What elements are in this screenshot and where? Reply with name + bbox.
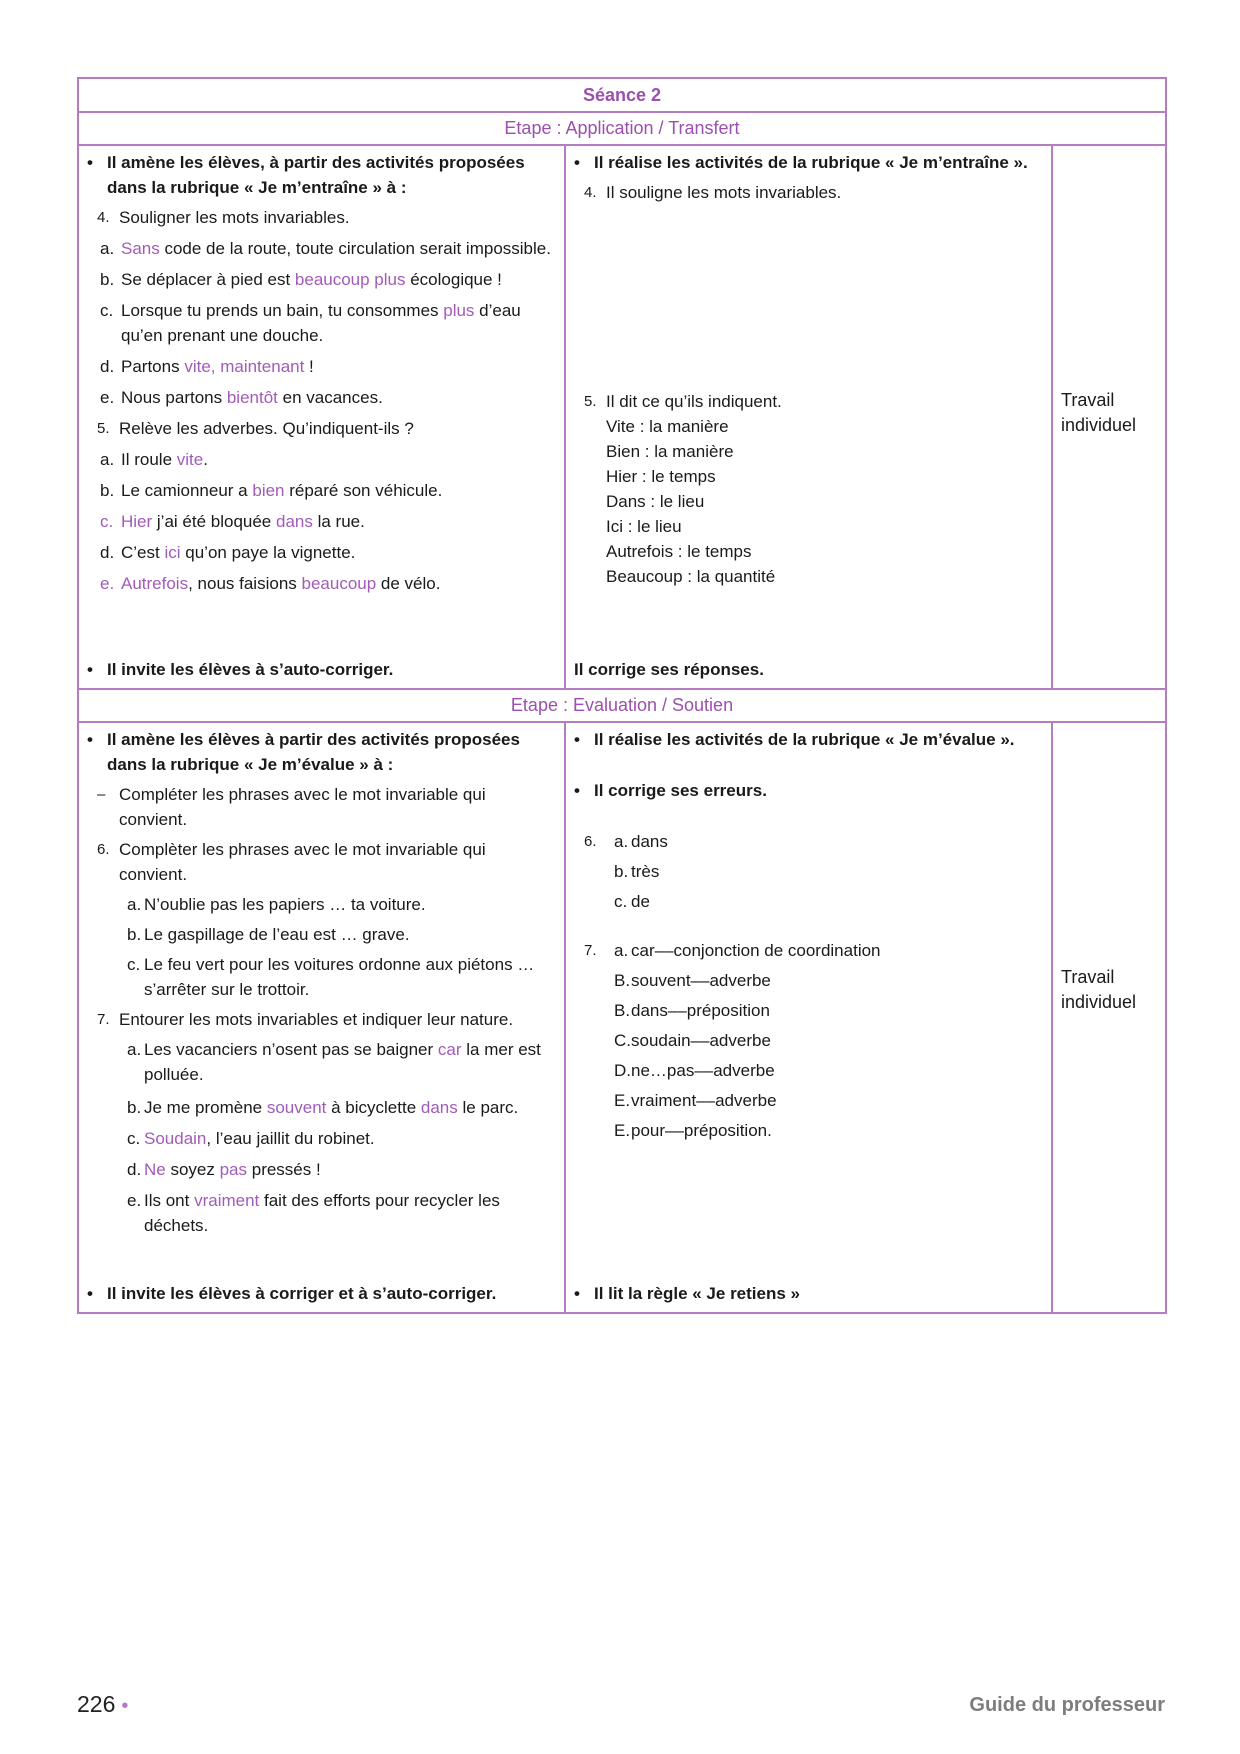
footer-title: Guide du professeur [969, 1694, 1165, 1716]
answer-7-item: E. pour––préposition. [614, 1121, 772, 1140]
stage2-student-intro: • Il réalise les activités de la rubrique « Je m’évalue ». [574, 730, 1015, 749]
answer-7-item: D. ne…pas––adverbe [614, 1061, 775, 1080]
stage2-mode-cell [1052, 722, 1166, 1313]
stage1-mode-cell [1052, 145, 1166, 689]
answer-7-item: B. souvent––adverbe [614, 971, 771, 990]
dash-item: – Compléter les phrases avec le mot invariable qui convient. [97, 785, 486, 829]
stage2-teacher-cell [78, 722, 565, 1313]
exercise-7-b: b. Je me promène souvent à bicyclette dans le parc. [127, 1098, 519, 1117]
exercise-4-e: e. Nous partons bientôt en vacances. [100, 388, 383, 407]
stage1-student-outro: Il corrige ses réponses. [574, 660, 764, 679]
stage1-student-intro: • Il réalise les activités de la rubrique « Je m’entraîne ». [574, 153, 1028, 172]
stage1-teacher-outro: • Il invite les élèves à s’auto-corriger. [87, 660, 394, 679]
student-exercise-5-answers [606, 414, 1043, 589]
stage1-student-cell [565, 145, 1052, 689]
answer-7-item: E. vraiment––adverbe [614, 1091, 777, 1110]
stage1-teacher-cell [78, 145, 565, 689]
mode-line: individuel [1061, 415, 1137, 435]
page-number: 226 • [77, 1691, 129, 1717]
answer-7-item: a. car––conjonction de coordination [614, 941, 881, 960]
stage1-teacher-intro: • Il amène les élèves, à partir des activités proposées dans la rubrique « Je m’entraîne » à : [87, 153, 525, 197]
exercise-5-c: c. Hier j’ai été bloquée dans la rue. [100, 512, 365, 531]
answer-line: Ici : le lieu [606, 517, 682, 536]
stage2-student-cell: • Il réalise les activités de la rubrique « Je m’évalue ». • Il corrige ses erreurs. 6. a. dans b. très c. de 7. a. car––conjonction de coordination B. souvent––adverbe B. dans––préposition C. soudain––adverbe D. ne…pas––adverbe E. vraiment––adverbe E. pour––préposition. • Il lit la règle « Je retiens » [565, 722, 1052, 1313]
exercise-6: 6. Complèter les phrases avec le mot invariable qui convient. [97, 840, 486, 884]
exercise-5-a: a. Il roule vite. [100, 450, 208, 469]
answer-line: Dans : le lieu [606, 492, 705, 511]
exercise-4-d: d. Partons vite, maintenant ! [100, 357, 314, 376]
stage1-title: Etape : Application / Transfert [78, 112, 1166, 145]
answer-6-b: b. très [614, 862, 660, 881]
student-exercise-4: 4. Il souligne les mots invariables. [584, 183, 842, 202]
page-number-dot: • [121, 1695, 129, 1717]
exercise-7-a: a. Les vacanciers n’osent pas se baigner car la mer est polluée. [127, 1040, 541, 1084]
session-title: Séance 2 [78, 78, 1166, 112]
exercise-5-e: e. Autrefois, nous faisions beaucoup de vélo. [100, 574, 441, 593]
exercise-7: 7. Entourer les mots invariables et indiquer leur nature. [97, 1010, 514, 1029]
mode-line: Travail [1061, 967, 1115, 987]
exercise-6-b: b. Le gaspillage de l’eau est … grave. [127, 925, 410, 944]
stage2-title: Etape : Evaluation / Soutien [78, 689, 1166, 722]
answer-line: Bien : la manière [606, 442, 734, 461]
exercise-4-b: b. Se déplacer à pied est beaucoup plus écologique ! [100, 270, 502, 289]
answer-line: Autrefois : le temps [606, 542, 752, 561]
stage2-student-correct: • Il corrige ses erreurs. [574, 781, 767, 800]
stage2-teacher-outro: • Il invite les élèves à corriger et à s’auto-corriger. [87, 1284, 497, 1303]
exercise-5: 5. Relève les adverbes. Qu’indiquent-ils ? [97, 419, 414, 438]
stage2-teacher-intro: • Il amène les élèves à partir des activités proposées dans la rubrique « Je m’évalue » à : [87, 730, 520, 774]
student-exercise-5: 5. Il dit ce qu’ils indiquent. [584, 392, 782, 411]
answer-6-c: c. de [614, 892, 650, 911]
answer-7-item: C. soudain––adverbe [614, 1031, 771, 1050]
exercise-6-a: a. N’oublie pas les papiers … ta voiture. [127, 895, 426, 914]
exercise-6-c: c. Le feu vert pour les voitures ordonne aux piétons … s’arrêter sur le trottoir. [127, 955, 535, 999]
mode-line: Travail [1061, 390, 1115, 410]
lesson-table [77, 77, 1167, 1314]
exercise-5-b: b. Le camionneur a bien réparé son véhicule. [100, 481, 443, 500]
exercise-4-c: c. Lorsque tu prends un bain, tu consommes plus d’eau qu’en prenant une douche. [100, 301, 521, 345]
exercise-5-d: d. C’est ici qu’on paye la vignette. [100, 543, 356, 562]
exercise-4-a: a. Sans code de la route, toute circulation serait impossible. [100, 239, 551, 258]
answer-7-item: B. dans––préposition [614, 1001, 770, 1020]
answer-line: Beaucoup : la quantité [606, 567, 776, 586]
mode-line: individuel [1061, 992, 1137, 1012]
lesson-table-wrapper [77, 77, 1165, 1314]
exercise-7-c: c. Soudain, l’eau jaillit du robinet. [127, 1129, 375, 1148]
exercise-7-d: d. Ne soyez pas pressés ! [127, 1160, 321, 1179]
exercise-4: 4. Souligner les mots invariables. [97, 208, 350, 227]
answer-line: Vite : la manière [606, 417, 729, 436]
stage2-student-outro: • Il lit la règle « Je retiens » [574, 1284, 800, 1303]
answer-line: Hier : le temps [606, 467, 716, 486]
answer-6-a: a. dans [614, 832, 668, 851]
exercise-7-e: e. Ils ont vraiment fait des efforts pour recycler les déchets. [127, 1191, 500, 1235]
